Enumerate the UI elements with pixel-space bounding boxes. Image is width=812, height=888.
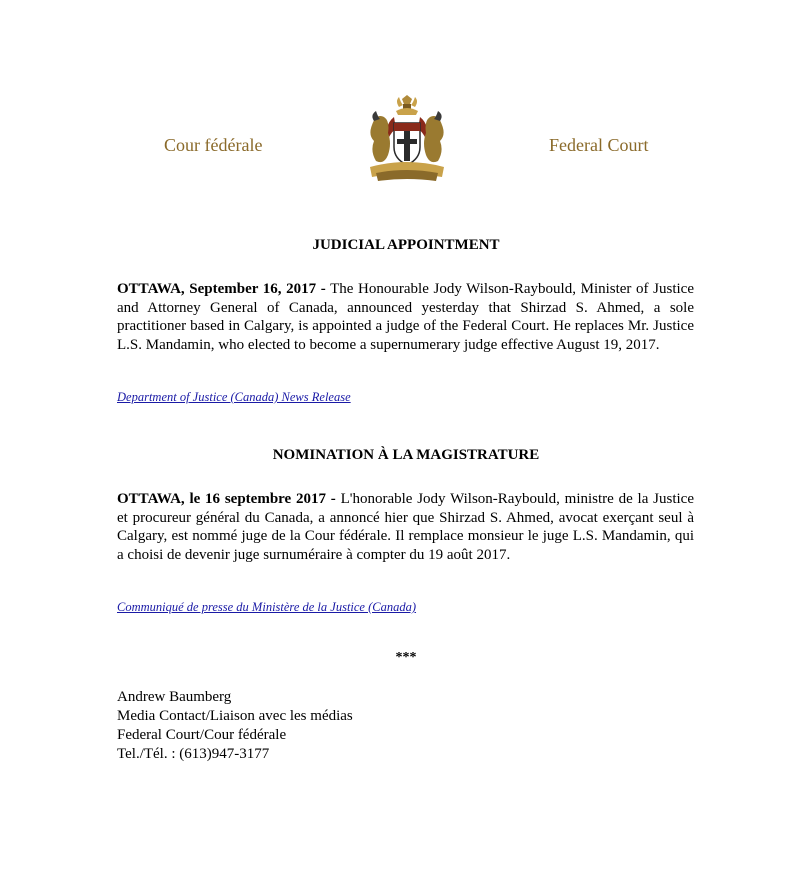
english-news-release-link[interactable]: Department of Justice (Canada) News Release — [117, 390, 351, 404]
contact-phone: Tel./Tél. : (613)947-3177 — [117, 746, 270, 762]
court-name-french: Cour fédérale — [164, 135, 263, 155]
english-paragraph — [117, 280, 694, 354]
letterhead — [0, 95, 812, 185]
french-news-release-link[interactable]: Communiqué de presse du Ministère de la Justice (Canada) — [117, 600, 417, 614]
court-name-english: Federal Court — [549, 135, 649, 155]
english-dateline: OTTAWA, September 16, 2017 - — [117, 281, 326, 297]
english-body: The Honourable Jody Wilson-Raybould, Minister of Justice and Attorney General of Canada, announced yesterday that Shirzad S. Ahmed, a sole practitioner based in Calgary, is appointed a judge of the Federal Court. He replaces Mr. Justice L.S. Mandamin, who elected to become a supernumerary judge effective August 19, 2017. — [117, 281, 694, 353]
media-contact-block — [117, 688, 353, 764]
contact-organization: Federal Court/Cour fédérale — [117, 727, 287, 743]
separator: *** — [395, 650, 417, 665]
french-dateline: OTTAWA, le 16 septembre 2017 - — [117, 491, 336, 507]
english-title: JUDICIAL APPOINTMENT — [312, 237, 500, 253]
french-body: L'honorable Jody Wilson-Raybould, ministre de la Justice et procureur général du Canada, a annoncé hier que Shirzad S. Ahmed, avocat exerçant seul à Calgary, est nommé juge de la Cour fédérale. Il remplace monsieur le juge L.S. Mandamin, qui a choisi de devenir juge surnuméraire à compter du 19 août 2017. — [117, 491, 694, 563]
contact-role: Media Contact/Liaison avec les médias — [117, 708, 353, 724]
contact-name: Andrew Baumberg — [117, 689, 232, 705]
french-paragraph — [117, 490, 694, 564]
french-title: NOMINATION À LA MAGISTRATURE — [272, 447, 540, 463]
coat-of-arms-icon — [366, 95, 448, 183]
